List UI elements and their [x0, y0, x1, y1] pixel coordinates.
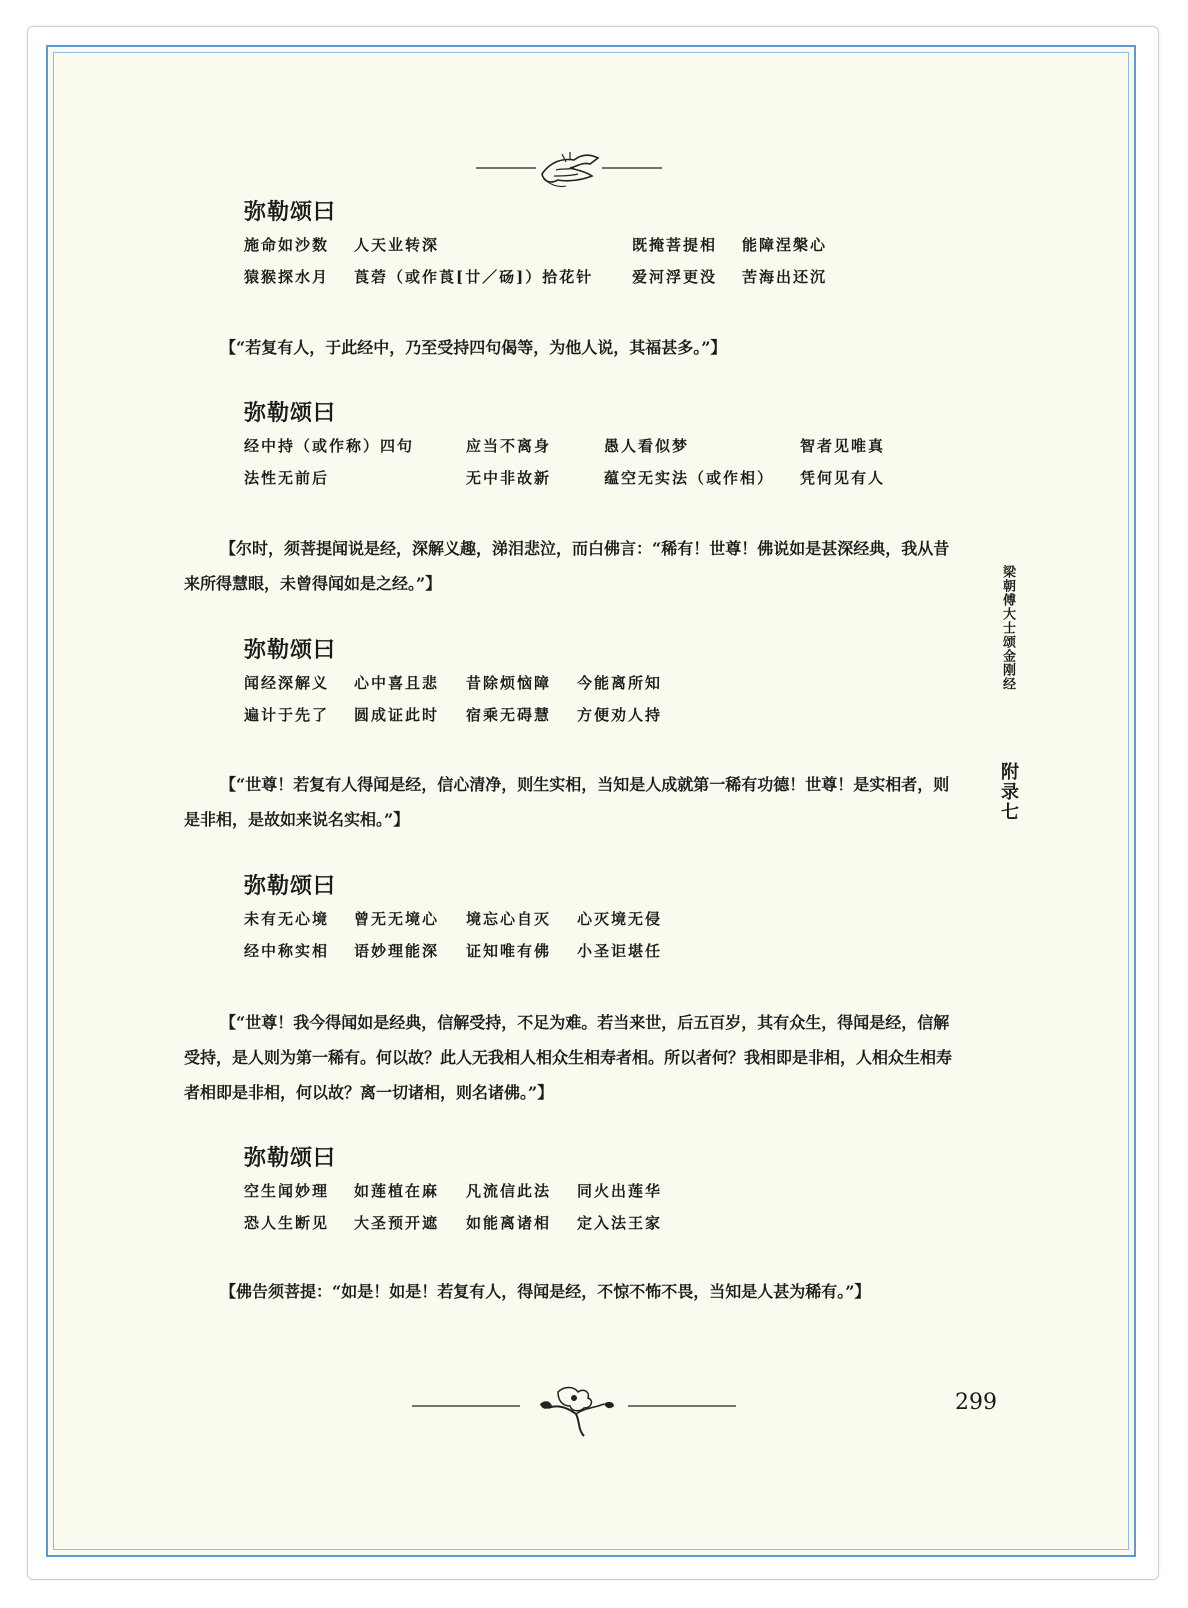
- verse-line: 猿猴探水月: [244, 268, 330, 286]
- running-head-title: 梁朝傅大士颂金刚经: [1000, 565, 1015, 691]
- verse-line: 心中喜且悲: [354, 674, 440, 692]
- sutra-passage: [184, 767, 964, 837]
- verse-line: 宿乘无碍慧: [466, 706, 552, 724]
- verse-line: 无中非故新: [466, 469, 552, 487]
- verse-line: 定入法王家: [577, 1214, 663, 1232]
- verse-row: [244, 904, 663, 936]
- verse-line: 经中持（或作称）四句: [244, 437, 415, 455]
- sutra-text: 【“世尊！若复有人得闻是经，信心清净，则生实相，当知是人成就第一稀有功德！世尊！是实相者，则是非相，是故如来说名实相。”】: [184, 775, 950, 829]
- verse-line: 方便劝人持: [577, 706, 663, 724]
- verse-row: [244, 463, 886, 495]
- sutra-text: 【佛告须菩提：“如是！如是！若复有人，得闻是经，不惊不怖不畏，当知是人甚为稀有。”】: [220, 1282, 871, 1301]
- sutra-passage: [184, 1005, 964, 1110]
- verse-line: 如莲植在麻: [354, 1182, 440, 1200]
- verse-line: 大圣预开遮: [354, 1214, 440, 1232]
- verse-line: 蕴空无实法（或作相）: [604, 469, 775, 487]
- verse-line: 智者见唯真: [800, 437, 886, 455]
- verse-line: 同火出莲华: [577, 1182, 663, 1200]
- verse-row: [244, 936, 663, 968]
- verse-line: 应当不离身: [466, 437, 552, 455]
- verse-block-3: [244, 636, 663, 732]
- verse-line: 境忘心自灭: [466, 910, 552, 928]
- sutra-text: 【“若复有人，于此经中，乃至受持四句偈等，为他人说，其福甚多。”】: [220, 338, 727, 357]
- verse-title: 弥勒颂曰: [244, 401, 337, 426]
- verse-line: 苦海出还沉: [742, 268, 828, 286]
- sutra-text: 【“世尊！我今得闻如是经典，信解受持，不足为难。若当来世，后五百岁，其有众生，得闻是经，信解受持，是人则为第一稀有。何以故？此人无我相人相众生相寿者相。所以者何？我相即是非相，人相众生相寿者相即是非相，何以故？离一切诸相，则名诸佛。”】: [184, 1013, 953, 1102]
- verse-line: 闻经深解义: [244, 674, 330, 692]
- verse-line: 语妙理能深: [354, 942, 440, 960]
- verse-line: 能障涅槃心: [742, 236, 828, 254]
- verse-line: 法性无前后: [244, 469, 330, 487]
- verse-line: 未有无心境: [244, 910, 330, 928]
- verse-line: 恐人生断见: [244, 1214, 330, 1232]
- verse-title: 弥勒颂曰: [244, 874, 337, 899]
- verse-line: 空生闻妙理: [244, 1182, 330, 1200]
- hand-ornament-icon: [470, 140, 670, 200]
- verse-block-5: [244, 1144, 663, 1240]
- verse-line: 小圣讵堪任: [577, 942, 663, 960]
- sutra-text: 【尔时，须菩提闻说是经，深解义趣，涕泪悲泣，而白佛言：“稀有！世尊！佛说如是甚深经典，我从昔来所得慧眼，未曾得闻如是之经。”】: [184, 539, 950, 593]
- verse-row: [244, 262, 828, 294]
- verse-row: [244, 230, 828, 262]
- verse-line: 既掩菩提相: [632, 236, 718, 254]
- verse-line: 今能离所知: [577, 674, 663, 692]
- verse-line: 愚人看似梦: [604, 437, 690, 455]
- sutra-passage: [184, 1274, 964, 1309]
- verse-title: 弥勒颂曰: [244, 200, 337, 225]
- verse-row: [244, 431, 886, 463]
- verse-line: 凡流信此法: [466, 1182, 552, 1200]
- running-head-section: 附录七: [998, 762, 1019, 822]
- verse-line: 证知唯有佛: [466, 942, 552, 960]
- flower-ornament-icon: [408, 1378, 742, 1442]
- verse-line: 经中称实相: [244, 942, 330, 960]
- verse-line: 爱河浮更没: [632, 268, 718, 286]
- verse-row: [244, 1176, 663, 1208]
- sutra-passage: [184, 330, 964, 365]
- sutra-passage: [184, 531, 964, 601]
- verse-line: 昔除烦恼障: [466, 674, 552, 692]
- verse-title: 弥勒颂曰: [244, 638, 337, 663]
- page-number: 299: [955, 1390, 997, 1415]
- verse-block-1: [244, 198, 828, 294]
- verse-row: [244, 668, 663, 700]
- verse-line: 心灭境无侵: [577, 910, 663, 928]
- verse-row: [244, 700, 663, 732]
- verse-line: 凭何见有人: [800, 469, 886, 487]
- verse-title: 弥勒颂曰: [244, 1146, 337, 1171]
- verse-line: 施命如沙数: [244, 236, 330, 254]
- verse-line: 曾无无境心: [354, 910, 440, 928]
- verse-line: 人天业转深: [354, 236, 440, 254]
- verse-row: [244, 1208, 663, 1240]
- verse-line: 遍计于先了: [244, 706, 330, 724]
- verse-block-2: [244, 399, 886, 495]
- verse-line: 莨菪（或作莨[廿／砀]）拾花针: [354, 268, 594, 286]
- verse-line: 圆成证此时: [354, 706, 440, 724]
- verse-block-4: [244, 872, 663, 968]
- verse-line: 如能离诸相: [466, 1214, 552, 1232]
